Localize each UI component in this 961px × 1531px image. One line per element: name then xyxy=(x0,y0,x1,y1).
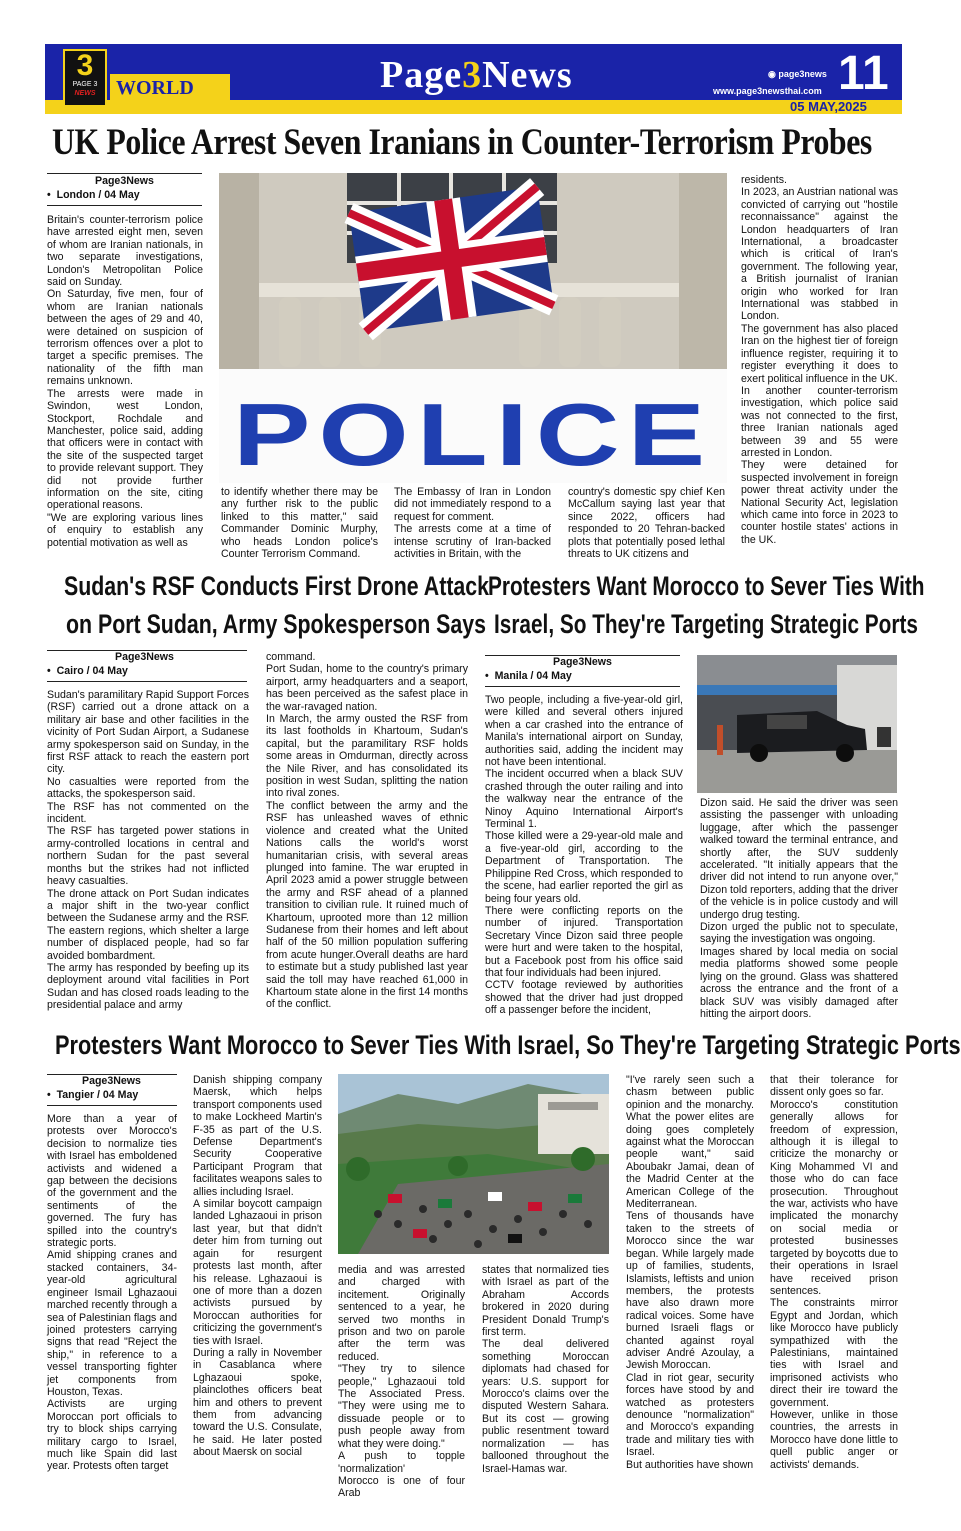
brand-number: 3 xyxy=(462,54,483,96)
airport-suv-illustration xyxy=(697,655,897,793)
article1-source: Page3News xyxy=(95,175,154,187)
article3-airport-photo xyxy=(697,655,897,793)
article4-headline: Protesters Want Morocco to Sever Ties With Israel, So They're Targeting Strategic Ports xyxy=(55,1030,961,1060)
article4-dateline: • Tangier / 04 May xyxy=(47,1089,139,1101)
article2-col1: Sudan's paramilitary Rapid Support Forces (RSF) carried out a drone attack on a military air base and other facilities in the vicinity of Port Sudan Airport, a Sudanese army spokesperson said on Sunday, in the first RSF attack to reach the eastern port city. No casualties were reported from the attacks, the spokesperson said. The RSF has not commented on the incident. The RSF has targeted power stations in army-controlled locations in central and northern Sudan for the past several months but the strikes had not inflicted heavy casualties. The drone attack on Port Sudan indicates a major shift in the two-year conflict between the Sudanese army and the RSF. The eastern regions, which shelter a large number of displaced people, had so far avoided bombardment. The army has responded by beefing up its deployment around vital facilities in Port Sudan and has closed roads leading to the presidential palace and army xyxy=(47,689,249,1012)
article4-rule-bottom xyxy=(47,1105,177,1106)
brand-title xyxy=(380,52,573,98)
article1-col3: The Embassy of Iran in London did not immediately respond to a request for comment. The arrests come at a time of intense scrutiny of Iran-backed activities in Britain, with the xyxy=(394,486,551,561)
article2-col2: command. Port Sudan, home to the country's primary airport, army headquarters and a seaport, has been perceived as the safest place in the war-ravaged nation. In March, the army ousted the RSF from its last footholds in Khartoum, Sudan's capital, but the paramilitary RSF holds some areas in Omdurman, directly across the Nile River, and has consolidated its position in west Sudan, splitting the nation into rival zones. The conflict between the army and the RSF has unleashed waves of ethnic violence and created what the United Nations calls the world's worst humanitarian crisis, with several areas plunged into famine. The war erupted in April 2023 amid a power struggle between the army and RSF ahead of a planned transition to civilian rule. It ruined much of Khartoum, uprooted more than 12 million Sudanese from their homes and left about half of the 50 million population suffering from acute hunger.Overall deaths are hard to estimate but a study published last year said the toll may have reached 61,000 in Khartoum state alone in the first 14 months of the conflict. xyxy=(266,651,468,1011)
article4-dateline-text: Tangier / 04 May xyxy=(56,1089,139,1101)
article4-col4: states that normalized ties with Israel as part of the Abraham Accords brokered in 2020 during President Donald Trump's first term. The deal delivered something Moroccan diplomats had chased for years: U.S. support for Morocco's claims over the disputed Western Sahara. But its cost — growing public resentment toward normalization — has ballooned throughout the Israel-Hamas war. xyxy=(482,1264,609,1475)
article1-rule-bottom xyxy=(47,205,202,206)
article3-rule-bottom xyxy=(485,686,680,687)
article3-dateline: • Manila / 04 May xyxy=(485,670,572,682)
article1-police-photo xyxy=(219,173,727,483)
police-sign-text: POLICE xyxy=(233,385,713,484)
article4-protest-photo xyxy=(338,1074,609,1254)
article2-headline-line1: Sudan's RSF Conducts First Drone Attack xyxy=(64,571,490,601)
social-icon: ◉ xyxy=(768,69,779,79)
article4-col5: "I've rarely seen such a chasm between public opinion and the monarchy. What the power elites are doing goes completely against what the Moroccan people want," said Aboubakr Jamai, dean of the Madrid Center at the American College of the Mediterranean. Tens of thousands have taken to the streets of Morocco since the war began. While largely made up of families, students, Islamists, leftists and union members, the protests have also drawn more radical voices. Some have burned Israeli flags or chanted against royal adviser André Azoulay, a Jewish Moroccan. Clad in riot gear, security forces have stood by and watched as protesters denounce "normalization" and Morocco's expanding trade and military ties with Israel. But authorities have shown xyxy=(626,1074,754,1471)
article4-col1: More than a year of protests over Morocco's decision to normalize ties with Israel has emboldened activists and widened a gap between the decisions of the government and the sentiments of the governed. The fury has spilled into the country's strategic ports. Amid shipping cranes and stacked containers, 34-year-old agricultural engineer Ismail Lghazaoui marched recently through a sea of Palestinian flags and joined protesters carrying signs that read "Reject the ship," in reference to a vessel transporting fighter jet components from Houston, Texas. Activists are urging Moroccan port officials to try to block ships carrying military cargo to Israel, much like Spain did last year. Protests often target xyxy=(47,1113,177,1473)
logo-page: PAGE 3 xyxy=(72,81,98,88)
article4-col3: media and was arrested and charged with incitement. Originally sentenced to a year, he served two months in prison and two on parole after the term was reduced. "They try to silence people," Lghazaoui told The Associated Press. "They were using me to dissuade people or to push people away from what they were doing." A push to topple 'normalization' Morocco is one of four Arab xyxy=(338,1264,465,1500)
date-bar xyxy=(45,100,902,114)
protest-crowd-illustration xyxy=(338,1074,609,1254)
article3-headline-line1: Protesters Want Morocco to Sever Ties With xyxy=(488,571,925,601)
article1-headline: UK Police Arrest Seven Iranians in Counter-Terrorism Probes xyxy=(52,122,872,163)
article3-headline-line2: Israel, So They're Targeting Strategic Ports xyxy=(494,609,918,639)
page-number: 11 xyxy=(838,47,889,100)
article1-dateline-text: London / 04 May xyxy=(56,189,140,201)
article1-dateline: • London / 04 May xyxy=(47,189,140,201)
website-url: www.page3newsthai.com xyxy=(713,86,822,96)
article3-source: Page3News xyxy=(553,656,612,668)
article2-source: Page3News xyxy=(115,651,174,663)
brand-prefix: Page xyxy=(380,54,463,96)
article3-col1: Two people, including a five-year-old girl, were killed and several others injured when a car crashed into the entrance of Manila's international airport on Sunday, authorities said, adding the incident may not have been intentional. The incident occurred when a black SUV crashed through the outer railing and into the walkway near the entrance of the Ninoy Aquino International Airport's Terminal 1. Those killed were a 29-year-old male and a five-year-old girl, according to the Department of Transportation. The Philippine Red Cross, which responded to the scene, had earlier reported the girl as being four years old. There were conflicting reports on the number of injured. Transportation Secretary Vince Dizon said three people were hurt and were taken to the hospital, but a Facebook post from his office said that four individuals had been injured. CCTV footage reviewed by authorities showed that the driver had just dropped off a passenger before the incident, xyxy=(485,694,683,1017)
article1-col2: to identify whether there may be any further risk to the public linked to this matter," said Commander Dominic Murphy, who heads London police's Counter Terrorism Command. xyxy=(221,486,378,561)
police-building-illustration xyxy=(219,173,727,483)
article1-col5: residents. In 2023, an Austrian national was convicted of carrying out "hostile reconnaissance" against the London headquarters of Iran International, a broadcaster which is critical of Iran's government. The following year, a British journalist of Iranian origin who worked for Iran International was stabbed in London. The government has also placed Iran on the highest tier of foreign influence register, requiring it to register everything it does to exert political influence in the UK. In another counter-terrorism investigation, which police said was not connected to the first, three Iranian nationals aged between 39 and 55 were arrested in London. They were detained for suspected involvement in foreign power threat activity under the National Security Act, legislation which came into force in 2023 to counter hostile states' actions in the UK. xyxy=(741,174,898,546)
article4-col6: that their tolerance for dissent only goes so far. Morocco's constitution generally allows for freedom of expression, although it is illegal to criticize the monarchy or King Mohammed VI and those who do can face prosecution. Throughout the war, activists who have implicated the monarchy on social media or protested businesses targeted by boycotts due to their operations in Israel have received prison sentences. The constraints mirror Egypt and Jordan, which like Morocco have publicly sympathized with the Palestinians, maintained ties with Israel and imprisoned activists who direct their ire toward the government. However, unlike in those countries, the arrests in Morocco have done little to quell public anger or activists' demands. xyxy=(770,1074,898,1471)
article2-dateline-text: Cairo / 04 May xyxy=(56,665,128,677)
logo-number: 3 xyxy=(76,49,94,82)
article3-dateline-text: Manila / 04 May xyxy=(494,670,572,682)
article2-headline-line2: on Port Sudan, Army Spokesperson Says xyxy=(66,609,487,639)
article2-dateline: • Cairo / 04 May xyxy=(47,665,128,677)
logo-news: NEWS xyxy=(74,90,96,97)
article4-col2: Danish shipping company Maersk, which helps transport components used to make Lockheed Martin's F-35 as part of the U.S. Defense Department's Security Cooperative Participant Program that facilitates weapons sales to allies including Israel. A similar boycott campaign landed Lghazaoui in prison last year, but that didn't deter him from turning out again for resurgent protests last month, after his release. Lghazaoui is one of more than a dozen activists pursued by Moroccan authorities for criticizing the government's ties with Israel. During a rally in November in Casablanca where Lghazaoui spoke, plainclothes officers beat him and others to prevent them from advancing toward the U.S. Consulate, he said. He later posted about Maersk on social xyxy=(193,1074,322,1459)
article1-col4: country's domestic spy chief Ken McCallum saying last year that since 2022, officers had responded to 20 Tehran-backed plots that potentially posed lethal threats to UK citizens and xyxy=(568,486,725,561)
page3-logo xyxy=(63,49,107,107)
article1-col1: Britain's counter-terrorism police have arrested eight men, seven of whom are Iranian nationals, in two separate investigations, London's Metropolitan Police said on Sunday. On Saturday, five men, four of whom are Iranian nationals between the ages of 29 and 40, were detained on suspicion of terrorism offences over a plot to target a specific premises. The nationality of the fifth man remains unknown. The arrests were made in Swindon, west London, Stockport, Rochdale and Manchester, police said, adding that officers were in contact with the site of the suspected target to provide relevant support. They did not provide further information on the site, citing operational reasons. "We are exploring various lines of enquiry to establish any potential motivation as well as xyxy=(47,214,203,549)
issue-date: 05 MAY,2025 xyxy=(790,99,867,114)
article4-source: Page3News xyxy=(82,1075,141,1087)
article3-col2: Dizon said. He said the driver was seen assisting the passenger with unloading luggage, after which the passenger walked toward the terminal entrance, and shortly after, the SUV suddenly accelerated. "It initially appears that the driver did not intend to run anyone over," Dizon told reporters, adding that the driver of the vehicle is in police custody and will undergo drug testing. Dizon urged the public not to speculate, saying the investigation was ongoing. Images shared by local media on social media platforms showed some people lying on the ground. Glass was shattered across the entrance and the front of a black SUV was visibly damaged after hitting the airport doors. xyxy=(700,797,898,1020)
social-text: page3news xyxy=(778,69,827,79)
section-label: WORLD xyxy=(116,77,194,99)
social-handle xyxy=(768,69,827,80)
article2-rule-bottom xyxy=(47,681,247,682)
brand-suffix: News xyxy=(482,54,573,96)
